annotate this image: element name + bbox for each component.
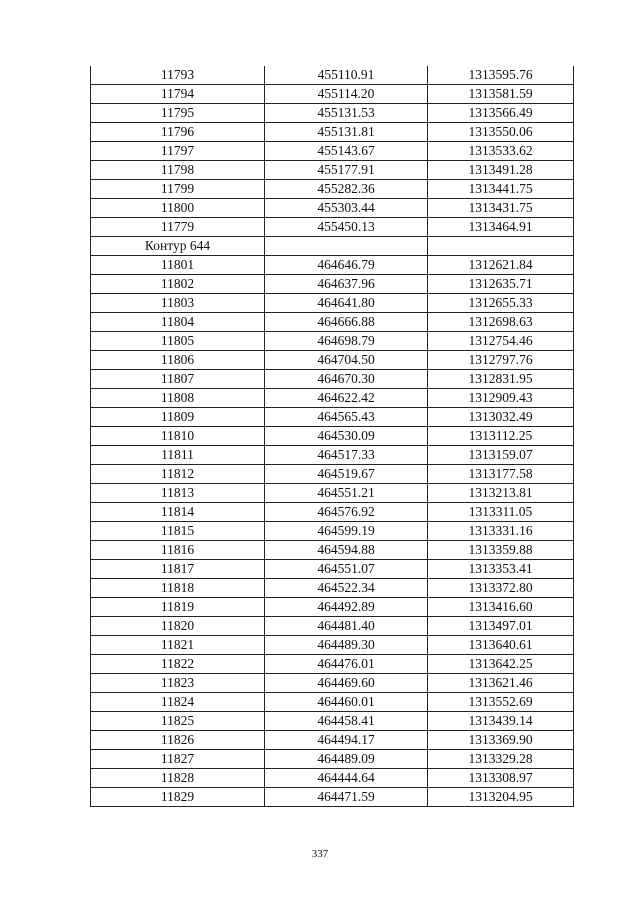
y-coordinate-cell: 1313213.81 — [428, 484, 574, 503]
table-row — [91, 617, 574, 636]
table-row — [91, 256, 574, 275]
table-row — [91, 769, 574, 788]
point-id-cell: 11819 — [91, 598, 265, 617]
y-coordinate-cell — [428, 237, 574, 256]
y-coordinate-cell: 1313566.49 — [428, 104, 574, 123]
point-id-cell: 11814 — [91, 503, 265, 522]
point-id-cell: 11812 — [91, 465, 265, 484]
x-coordinate-cell: 464576.92 — [265, 503, 428, 522]
table-row — [91, 389, 574, 408]
y-coordinate-cell: 1312635.71 — [428, 275, 574, 294]
x-coordinate-cell: 464444.64 — [265, 769, 428, 788]
x-coordinate-cell: 464599.19 — [265, 522, 428, 541]
y-coordinate-cell: 1313441.75 — [428, 180, 574, 199]
table-row — [91, 503, 574, 522]
point-id-cell: 11799 — [91, 180, 265, 199]
point-id-cell: 11802 — [91, 275, 265, 294]
point-id-cell: 11827 — [91, 750, 265, 769]
x-coordinate-cell: 464469.60 — [265, 674, 428, 693]
y-coordinate-cell: 1313353.41 — [428, 560, 574, 579]
point-id-cell: 11805 — [91, 332, 265, 351]
y-coordinate-cell: 1313439.14 — [428, 712, 574, 731]
point-id-cell: 11815 — [91, 522, 265, 541]
point-id-cell: 11817 — [91, 560, 265, 579]
x-coordinate-cell: 464460.01 — [265, 693, 428, 712]
table-row — [91, 750, 574, 769]
section-row — [91, 237, 574, 256]
table-row — [91, 180, 574, 199]
point-id-cell: 11818 — [91, 579, 265, 598]
table-row — [91, 674, 574, 693]
point-id-cell: 11821 — [91, 636, 265, 655]
table-row — [91, 123, 574, 142]
x-coordinate-cell: 464458.41 — [265, 712, 428, 731]
point-id-cell: 11824 — [91, 693, 265, 712]
x-coordinate-cell: 455282.36 — [265, 180, 428, 199]
point-id-cell: 11813 — [91, 484, 265, 503]
y-coordinate-cell: 1313464.91 — [428, 218, 574, 237]
page-number: 337 — [311, 848, 329, 860]
x-coordinate-cell: 464698.79 — [265, 332, 428, 351]
table-row — [91, 655, 574, 674]
y-coordinate-cell: 1313372.80 — [428, 579, 574, 598]
x-coordinate-cell: 464646.79 — [265, 256, 428, 275]
table-row — [91, 142, 574, 161]
point-id-cell: 11803 — [91, 294, 265, 313]
x-coordinate-cell: 455450.13 — [265, 218, 428, 237]
x-coordinate-cell: 455177.91 — [265, 161, 428, 180]
x-coordinate-cell: 455131.81 — [265, 123, 428, 142]
table-row — [91, 579, 574, 598]
x-coordinate-cell: 464622.42 — [265, 389, 428, 408]
table-row — [91, 332, 574, 351]
coordinates-table-body — [91, 66, 574, 807]
x-coordinate-cell: 455131.53 — [265, 104, 428, 123]
x-coordinate-cell: 455303.44 — [265, 199, 428, 218]
table-row — [91, 446, 574, 465]
table-row — [91, 294, 574, 313]
table-row — [91, 712, 574, 731]
table-row — [91, 598, 574, 617]
y-coordinate-cell: 1313491.28 — [428, 161, 574, 180]
point-id-cell: 11823 — [91, 674, 265, 693]
table-row — [91, 465, 574, 484]
y-coordinate-cell: 1313369.90 — [428, 731, 574, 750]
table-row — [91, 693, 574, 712]
table-row — [91, 161, 574, 180]
y-coordinate-cell: 1312797.76 — [428, 351, 574, 370]
table-row — [91, 541, 574, 560]
point-id-cell: 11806 — [91, 351, 265, 370]
x-coordinate-cell: 464530.09 — [265, 427, 428, 446]
x-coordinate-cell: 455110.91 — [265, 66, 428, 85]
table-row — [91, 522, 574, 541]
table-row — [91, 66, 574, 85]
table-row — [91, 408, 574, 427]
y-coordinate-cell: 1313032.49 — [428, 408, 574, 427]
point-id-cell: 11798 — [91, 161, 265, 180]
x-coordinate-cell: 464594.88 — [265, 541, 428, 560]
table-row — [91, 85, 574, 104]
x-coordinate-cell: 464641.80 — [265, 294, 428, 313]
y-coordinate-cell: 1312909.43 — [428, 389, 574, 408]
x-coordinate-cell: 464471.59 — [265, 788, 428, 807]
point-id-cell: 11808 — [91, 389, 265, 408]
y-coordinate-cell: 1313204.95 — [428, 788, 574, 807]
x-coordinate-cell: 455114.20 — [265, 85, 428, 104]
y-coordinate-cell: 1313497.01 — [428, 617, 574, 636]
point-id-cell: 11800 — [91, 199, 265, 218]
x-coordinate-cell: 464704.50 — [265, 351, 428, 370]
y-coordinate-cell: 1313552.69 — [428, 693, 574, 712]
x-coordinate-cell: 464494.17 — [265, 731, 428, 750]
point-id-cell: 11809 — [91, 408, 265, 427]
y-coordinate-cell: 1313112.25 — [428, 427, 574, 446]
x-coordinate-cell: 464517.33 — [265, 446, 428, 465]
point-id-cell: 11816 — [91, 541, 265, 560]
table-row — [91, 199, 574, 218]
point-id-cell: 11811 — [91, 446, 265, 465]
point-id-cell: 11795 — [91, 104, 265, 123]
x-coordinate-cell: 464522.34 — [265, 579, 428, 598]
point-id-cell: 11829 — [91, 788, 265, 807]
point-id-cell: 11804 — [91, 313, 265, 332]
y-coordinate-cell: 1313581.59 — [428, 85, 574, 104]
y-coordinate-cell: 1313640.61 — [428, 636, 574, 655]
y-coordinate-cell: 1312831.95 — [428, 370, 574, 389]
table-row — [91, 484, 574, 503]
x-coordinate-cell: 464476.01 — [265, 655, 428, 674]
y-coordinate-cell: 1313159.07 — [428, 446, 574, 465]
y-coordinate-cell: 1313621.46 — [428, 674, 574, 693]
x-coordinate-cell — [265, 237, 428, 256]
table-row — [91, 370, 574, 389]
point-id-cell: 11810 — [91, 427, 265, 446]
table-row — [91, 731, 574, 750]
point-id-cell: 11828 — [91, 769, 265, 788]
y-coordinate-cell: 1312754.46 — [428, 332, 574, 351]
point-id-cell: 11820 — [91, 617, 265, 636]
table-row — [91, 636, 574, 655]
x-coordinate-cell: 464492.89 — [265, 598, 428, 617]
y-coordinate-cell: 1313431.75 — [428, 199, 574, 218]
y-coordinate-cell: 1313331.16 — [428, 522, 574, 541]
y-coordinate-cell: 1312698.63 — [428, 313, 574, 332]
table-row — [91, 427, 574, 446]
y-coordinate-cell: 1313550.06 — [428, 123, 574, 142]
point-id-cell: 11825 — [91, 712, 265, 731]
x-coordinate-cell: 464489.30 — [265, 636, 428, 655]
point-id-cell: Контур 644 — [91, 237, 265, 256]
point-id-cell: 11797 — [91, 142, 265, 161]
coordinates-table — [90, 66, 574, 807]
y-coordinate-cell: 1313359.88 — [428, 541, 574, 560]
table-row — [91, 351, 574, 370]
table-row — [91, 788, 574, 807]
x-coordinate-cell: 455143.67 — [265, 142, 428, 161]
y-coordinate-cell: 1312621.84 — [428, 256, 574, 275]
y-coordinate-cell: 1312655.33 — [428, 294, 574, 313]
x-coordinate-cell: 464551.21 — [265, 484, 428, 503]
x-coordinate-cell: 464551.07 — [265, 560, 428, 579]
y-coordinate-cell: 1313642.25 — [428, 655, 574, 674]
table-row — [91, 275, 574, 294]
table-row — [91, 218, 574, 237]
table-row — [91, 560, 574, 579]
x-coordinate-cell: 464666.88 — [265, 313, 428, 332]
point-id-cell: 11779 — [91, 218, 265, 237]
x-coordinate-cell: 464670.30 — [265, 370, 428, 389]
point-id-cell: 11793 — [91, 66, 265, 85]
point-id-cell: 11794 — [91, 85, 265, 104]
y-coordinate-cell: 1313308.97 — [428, 769, 574, 788]
y-coordinate-cell: 1313533.62 — [428, 142, 574, 161]
y-coordinate-cell: 1313177.58 — [428, 465, 574, 484]
table-row — [91, 104, 574, 123]
point-id-cell: 11807 — [91, 370, 265, 389]
x-coordinate-cell: 464519.67 — [265, 465, 428, 484]
point-id-cell: 11801 — [91, 256, 265, 275]
x-coordinate-cell: 464637.96 — [265, 275, 428, 294]
x-coordinate-cell: 464565.43 — [265, 408, 428, 427]
y-coordinate-cell: 1313329.28 — [428, 750, 574, 769]
point-id-cell: 11826 — [91, 731, 265, 750]
point-id-cell: 11822 — [91, 655, 265, 674]
point-id-cell: 11796 — [91, 123, 265, 142]
table-row — [91, 313, 574, 332]
x-coordinate-cell: 464481.40 — [265, 617, 428, 636]
y-coordinate-cell: 1313311.05 — [428, 503, 574, 522]
x-coordinate-cell: 464489.09 — [265, 750, 428, 769]
y-coordinate-cell: 1313416.60 — [428, 598, 574, 617]
y-coordinate-cell: 1313595.76 — [428, 66, 574, 85]
